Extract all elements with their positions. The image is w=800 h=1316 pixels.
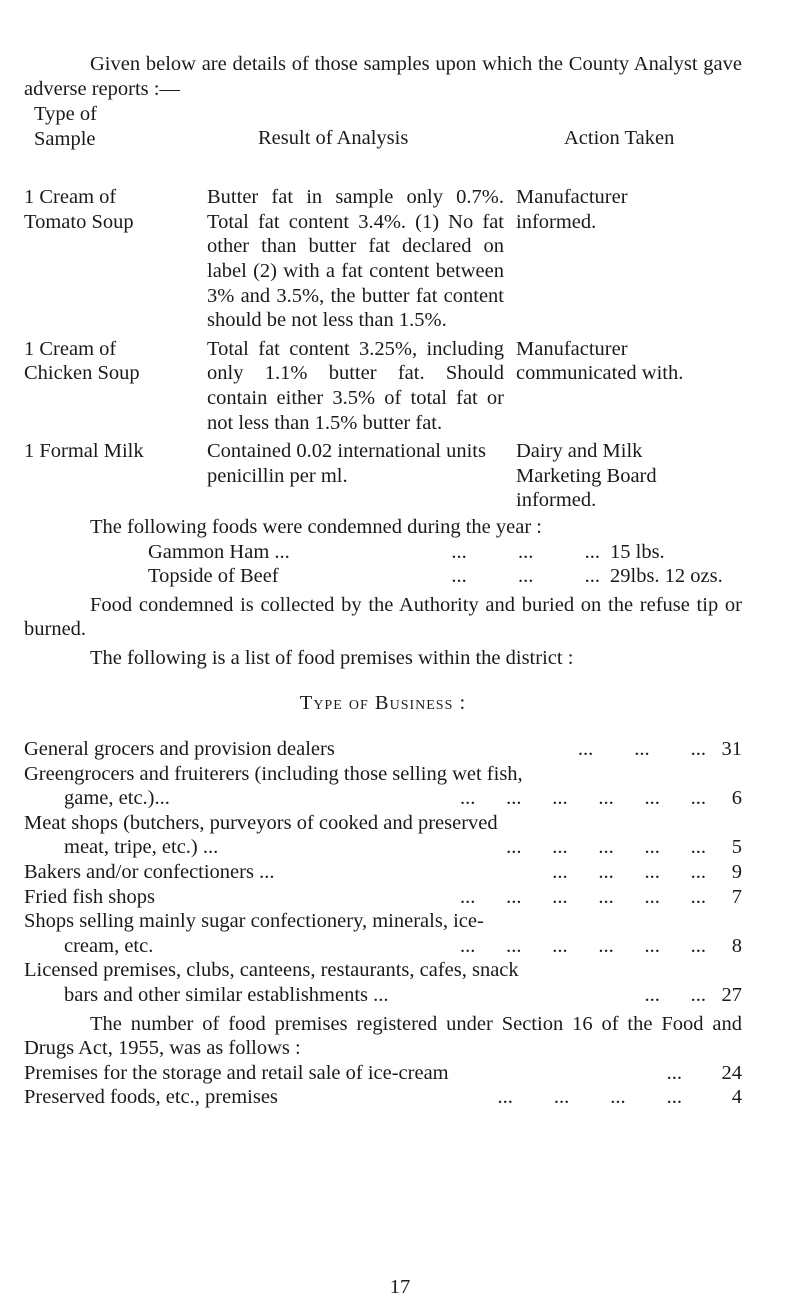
business-count: 6	[731, 787, 742, 810]
business-label-continued: cream, etc.	[64, 934, 154, 957]
header-type	[34, 102, 154, 151]
condemned-item	[148, 540, 734, 565]
header-result: Result of Analysis	[258, 127, 409, 150]
business-item	[24, 762, 742, 787]
premises-intro: The following is a list of food premises within the district :	[90, 646, 574, 669]
registered-label: Preserved foods, etc., premises	[24, 1086, 278, 1109]
business-label: Shops selling mainly sugar confectionery, minerals, ice-	[24, 910, 484, 933]
business-label-continued: game, etc.)...	[64, 787, 170, 810]
business-label: Licensed premises, clubs, canteens, restaurants, cafes, snack	[24, 959, 519, 982]
registered-count: 4	[731, 1086, 742, 1109]
business-count: 9	[731, 861, 742, 884]
intro-paragraph: Given below are details of those samples upon which the County Analyst gave adverse reports :—	[24, 53, 742, 100]
leader-dots: ... ... ... ... ... ...	[460, 934, 706, 957]
business-count: 8	[731, 934, 742, 957]
sample-result: Total fat content 3.25%, including only 1.1% butter fat. Should contain either 3.5% of total fat or not less than 1.5% butter fat.	[207, 337, 504, 434]
business-item	[24, 811, 742, 836]
condemned-intro: The following foods were condemned during the year :	[90, 515, 543, 538]
header-action: Action Taken	[564, 127, 675, 150]
business-count: 31	[721, 738, 742, 761]
registered-count: 24	[721, 1061, 742, 1084]
business-item	[24, 737, 742, 762]
leader-dots: ... ... ... ... ... ...	[460, 787, 706, 810]
sample-row	[24, 185, 742, 333]
condemned-item-qty: 29lbs. 12 ozs.	[610, 565, 723, 588]
registered-label: Premises for the storage and retail sale of ice-cream	[24, 1061, 449, 1084]
business-item	[24, 909, 742, 934]
business-count: 5	[731, 836, 742, 859]
header-type-line2: Sample	[34, 127, 96, 150]
business-item-continued	[24, 786, 742, 811]
business-label-continued: bars and other similar establishments ...	[64, 984, 389, 1006]
business-item-continued	[24, 835, 742, 860]
sample-result: Contained 0.02 international units penicillin per ml.	[207, 440, 486, 487]
condemned-item	[148, 564, 734, 589]
business-item	[24, 860, 742, 885]
registered-list	[24, 1061, 742, 1110]
sample-result: Butter fat in sample only 0.7%. Total fat content 3.4%. (1) No fat other than butter fat declared on label (2) with a fat content between 3% and 3.5%, the butter fat content should be not less than 1.5%.	[207, 186, 504, 332]
leader-dots: ... ... ... ...	[497, 1086, 682, 1109]
sample-row	[24, 439, 742, 513]
leader-dots: ... ... ... ...	[552, 861, 706, 884]
condemned-item-name: Topside of Beef	[148, 565, 279, 588]
disposal-paragraph: Food condemned is collected by the Authority and buried on the refuse tip or burned.	[24, 593, 742, 641]
header-type-line1: Type of	[34, 103, 97, 126]
sample-type: 1 Cream of Chicken Soup	[24, 337, 140, 385]
business-list	[24, 737, 742, 1008]
sample-type: 1 Cream of Tomato Soup	[24, 186, 134, 233]
sample-action: Manufacturer informed.	[516, 186, 628, 233]
business-heading: Type of Business :	[299, 692, 467, 715]
registered-item	[24, 1085, 742, 1110]
sample-type: 1 Formal Milk	[24, 440, 144, 463]
table-header	[24, 102, 742, 174]
business-item-continued	[24, 983, 742, 1008]
business-label: Fried fish shops	[24, 885, 155, 908]
condemned-item-name: Gammon Ham ...	[148, 540, 290, 563]
business-label: General grocers and provision dealers	[24, 738, 335, 761]
leader-dots: ... ... ...	[451, 540, 600, 563]
leader-dots: ... ... ... ... ... ...	[460, 885, 706, 908]
business-item	[24, 885, 742, 910]
business-count: 7	[731, 885, 742, 908]
business-label: Greengrocers and fruiterers (including those selling wet fish,	[24, 762, 523, 785]
leader-dots: ... ...	[644, 984, 706, 1006]
registered-item	[24, 1061, 742, 1086]
leader-dots: ... ... ... ... ...	[506, 836, 706, 859]
business-label: Meat shops (butchers, purveyors of cooked and preserved	[24, 811, 498, 834]
sample-row	[24, 337, 742, 435]
leader-dots: ... ... ...	[451, 565, 600, 588]
document-page	[24, 52, 742, 1110]
business-label-continued: meat, tripe, etc.) ...	[64, 836, 219, 859]
sample-action: Dairy and Milk Marketing Board informed.	[516, 440, 657, 512]
business-label: Bakers and/or confectioners ...	[24, 861, 275, 884]
registered-intro: The number of food premises registered under Section 16 of the Food and Drugs Act, 1955, was as follows :	[24, 1012, 742, 1060]
leader-dots: ... ... ...	[577, 738, 706, 761]
page-number: 17	[389, 1276, 411, 1298]
sample-action: Manufacturer communicated with.	[516, 337, 684, 385]
condemned-item-qty: 15 lbs.	[610, 540, 665, 563]
business-item-continued	[24, 934, 742, 959]
leader-dots: ...	[666, 1061, 682, 1084]
business-item	[24, 958, 742, 983]
business-count: 27	[721, 984, 742, 1006]
